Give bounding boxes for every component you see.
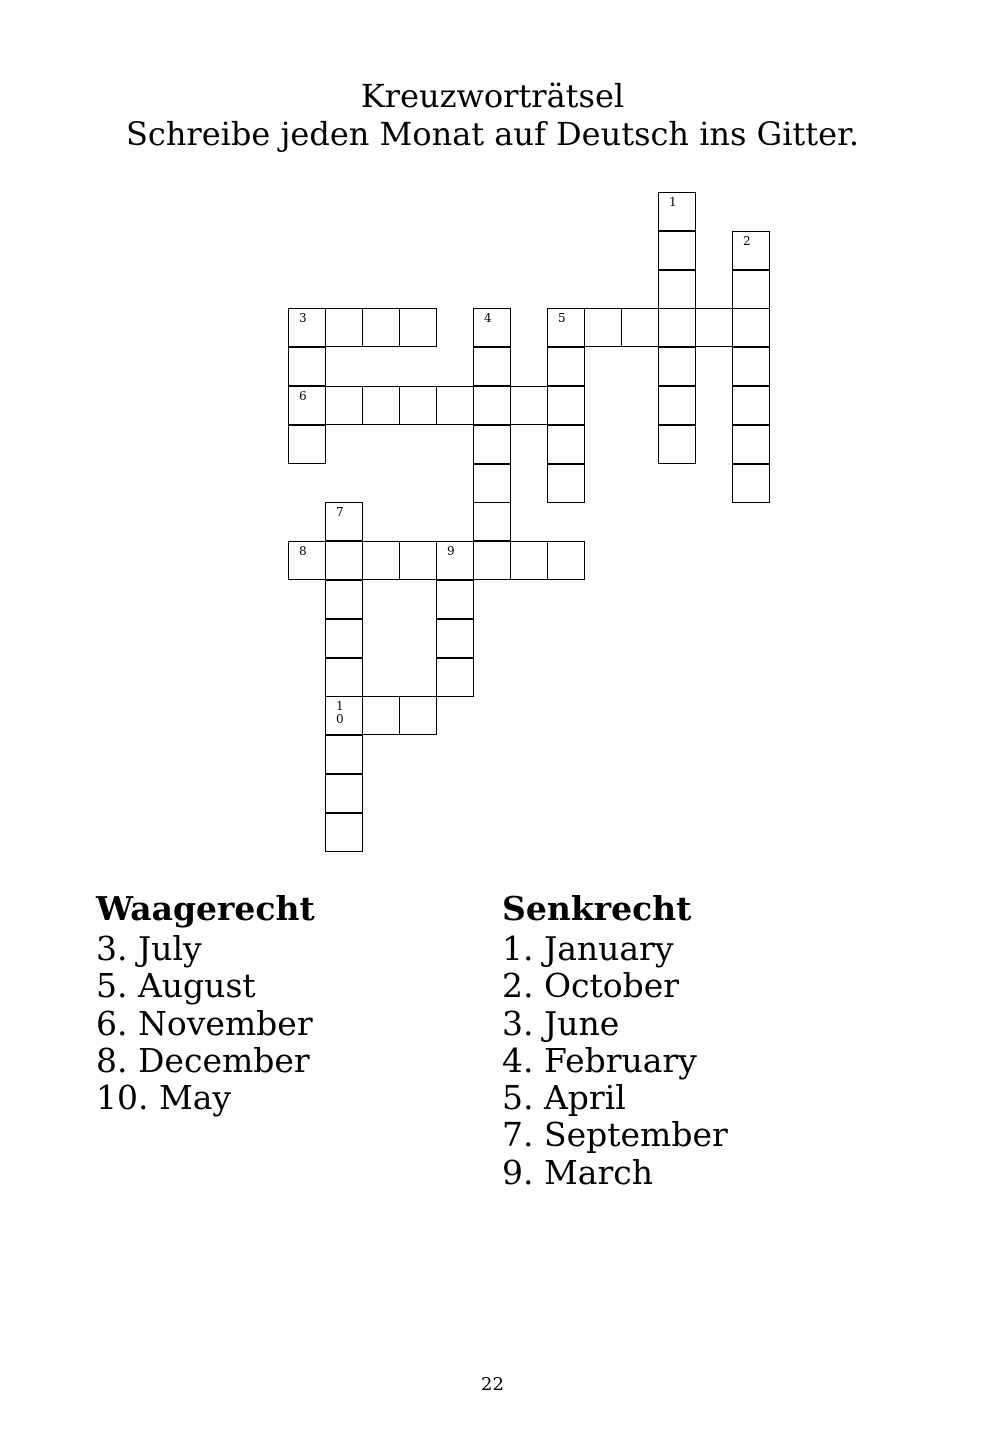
grid-cell[interactable]: [325, 619, 363, 658]
grid-cell[interactable]: [547, 425, 585, 464]
grid-cell[interactable]: [732, 308, 770, 347]
grid-cell[interactable]: [732, 270, 770, 309]
grid-cell[interactable]: [325, 774, 363, 813]
across-clues: [96, 888, 315, 1116]
across-clue: 6. November: [96, 1003, 313, 1043]
grid-cell[interactable]: [325, 502, 363, 541]
grid-cell[interactable]: [473, 502, 511, 541]
grid-cell[interactable]: [658, 231, 696, 270]
across-clue: 10. May: [96, 1078, 232, 1118]
grid-cell[interactable]: [288, 425, 326, 464]
grid-cell[interactable]: [325, 308, 363, 347]
grid-cell[interactable]: [473, 386, 511, 425]
clue-number: 3: [299, 311, 307, 326]
clue-number: 10: [336, 699, 344, 727]
grid-cell[interactable]: [436, 658, 474, 697]
grid-cell[interactable]: [325, 813, 363, 852]
down-clue: 2. October: [502, 966, 680, 1006]
down-clue: 5. April: [502, 1078, 626, 1118]
grid-cell[interactable]: [473, 308, 511, 347]
grid-cell[interactable]: [473, 425, 511, 464]
grid-cell[interactable]: [362, 541, 400, 580]
grid-cell[interactable]: [547, 464, 585, 503]
down-clues: [502, 888, 728, 1191]
grid-cell[interactable]: [658, 347, 696, 386]
grid-cell[interactable]: [473, 347, 511, 386]
grid-cell[interactable]: [436, 541, 474, 580]
grid-cell[interactable]: [473, 541, 511, 580]
grid-cell[interactable]: [325, 541, 363, 580]
page-number: 22: [481, 1374, 504, 1395]
grid-cell[interactable]: [584, 308, 622, 347]
clue-number: 5: [558, 311, 566, 326]
grid-cell[interactable]: [510, 541, 548, 580]
clue-number: 1: [669, 195, 677, 209]
grid-cell[interactable]: [732, 231, 770, 270]
grid-cell[interactable]: [288, 541, 326, 580]
grid-cell[interactable]: [325, 386, 363, 425]
down-clue: 3. June: [502, 1003, 620, 1043]
puzzle-title: Kreuzworträtsel: [360, 77, 625, 115]
grid-cell[interactable]: [288, 386, 326, 425]
across-clue: 3. July: [96, 929, 202, 968]
grid-cell[interactable]: [362, 386, 400, 425]
grid-cell[interactable]: [399, 308, 437, 347]
down-clue: 4. February: [502, 1040, 697, 1080]
clue-number: 8: [299, 544, 307, 559]
puzzle-instructions: Schreibe jeden Monat auf Deutsch ins Gitter.: [125, 115, 860, 153]
grid-cell[interactable]: [399, 696, 437, 735]
grid-cell[interactable]: [325, 658, 363, 697]
grid-cell[interactable]: [658, 270, 696, 309]
grid-cell[interactable]: [732, 464, 770, 503]
grid-cell[interactable]: [658, 425, 696, 464]
grid-cell[interactable]: [399, 541, 437, 580]
down-clue: 1. January: [502, 929, 674, 968]
clue-number: 4: [484, 311, 492, 326]
grid-cell[interactable]: [547, 386, 585, 425]
grid-cell[interactable]: [547, 347, 585, 386]
grid-cell[interactable]: [325, 735, 363, 774]
down-clue: 9. March: [502, 1152, 653, 1192]
grid-cell[interactable]: [695, 308, 733, 347]
grid-cell[interactable]: [658, 308, 696, 347]
grid-cell[interactable]: [436, 386, 474, 425]
grid-cell[interactable]: [288, 347, 326, 386]
grid-cell[interactable]: [399, 386, 437, 425]
across-heading: Waagerecht: [96, 889, 315, 928]
grid-cell[interactable]: [510, 386, 548, 425]
grid-cell[interactable]: [436, 619, 474, 658]
grid-cell[interactable]: [288, 308, 326, 347]
grid-cell[interactable]: [732, 386, 770, 425]
clue-number: 9: [447, 544, 455, 559]
grid-cell[interactable]: [325, 696, 363, 735]
grid-cell[interactable]: [362, 696, 400, 735]
grid-cell[interactable]: [658, 192, 696, 231]
grid-cell[interactable]: [436, 580, 474, 619]
grid-cell[interactable]: [473, 464, 511, 503]
clue-number: 6: [299, 389, 307, 403]
clue-number: 7: [336, 505, 344, 520]
across-clue: 8. December: [96, 1040, 310, 1080]
down-heading: Senkrecht: [502, 889, 692, 928]
across-clue: 5. August: [96, 966, 256, 1006]
clue-number: 2: [743, 233, 751, 248]
grid-cell[interactable]: [732, 425, 770, 464]
grid-cell[interactable]: [547, 308, 585, 347]
grid-cell[interactable]: [362, 308, 400, 347]
grid-cell[interactable]: [658, 386, 696, 425]
grid-cell[interactable]: [621, 308, 659, 347]
grid-cell[interactable]: [732, 347, 770, 386]
grid-cell[interactable]: [547, 541, 585, 580]
grid-cell[interactable]: [325, 580, 363, 619]
down-clue: 7. September: [502, 1115, 728, 1155]
